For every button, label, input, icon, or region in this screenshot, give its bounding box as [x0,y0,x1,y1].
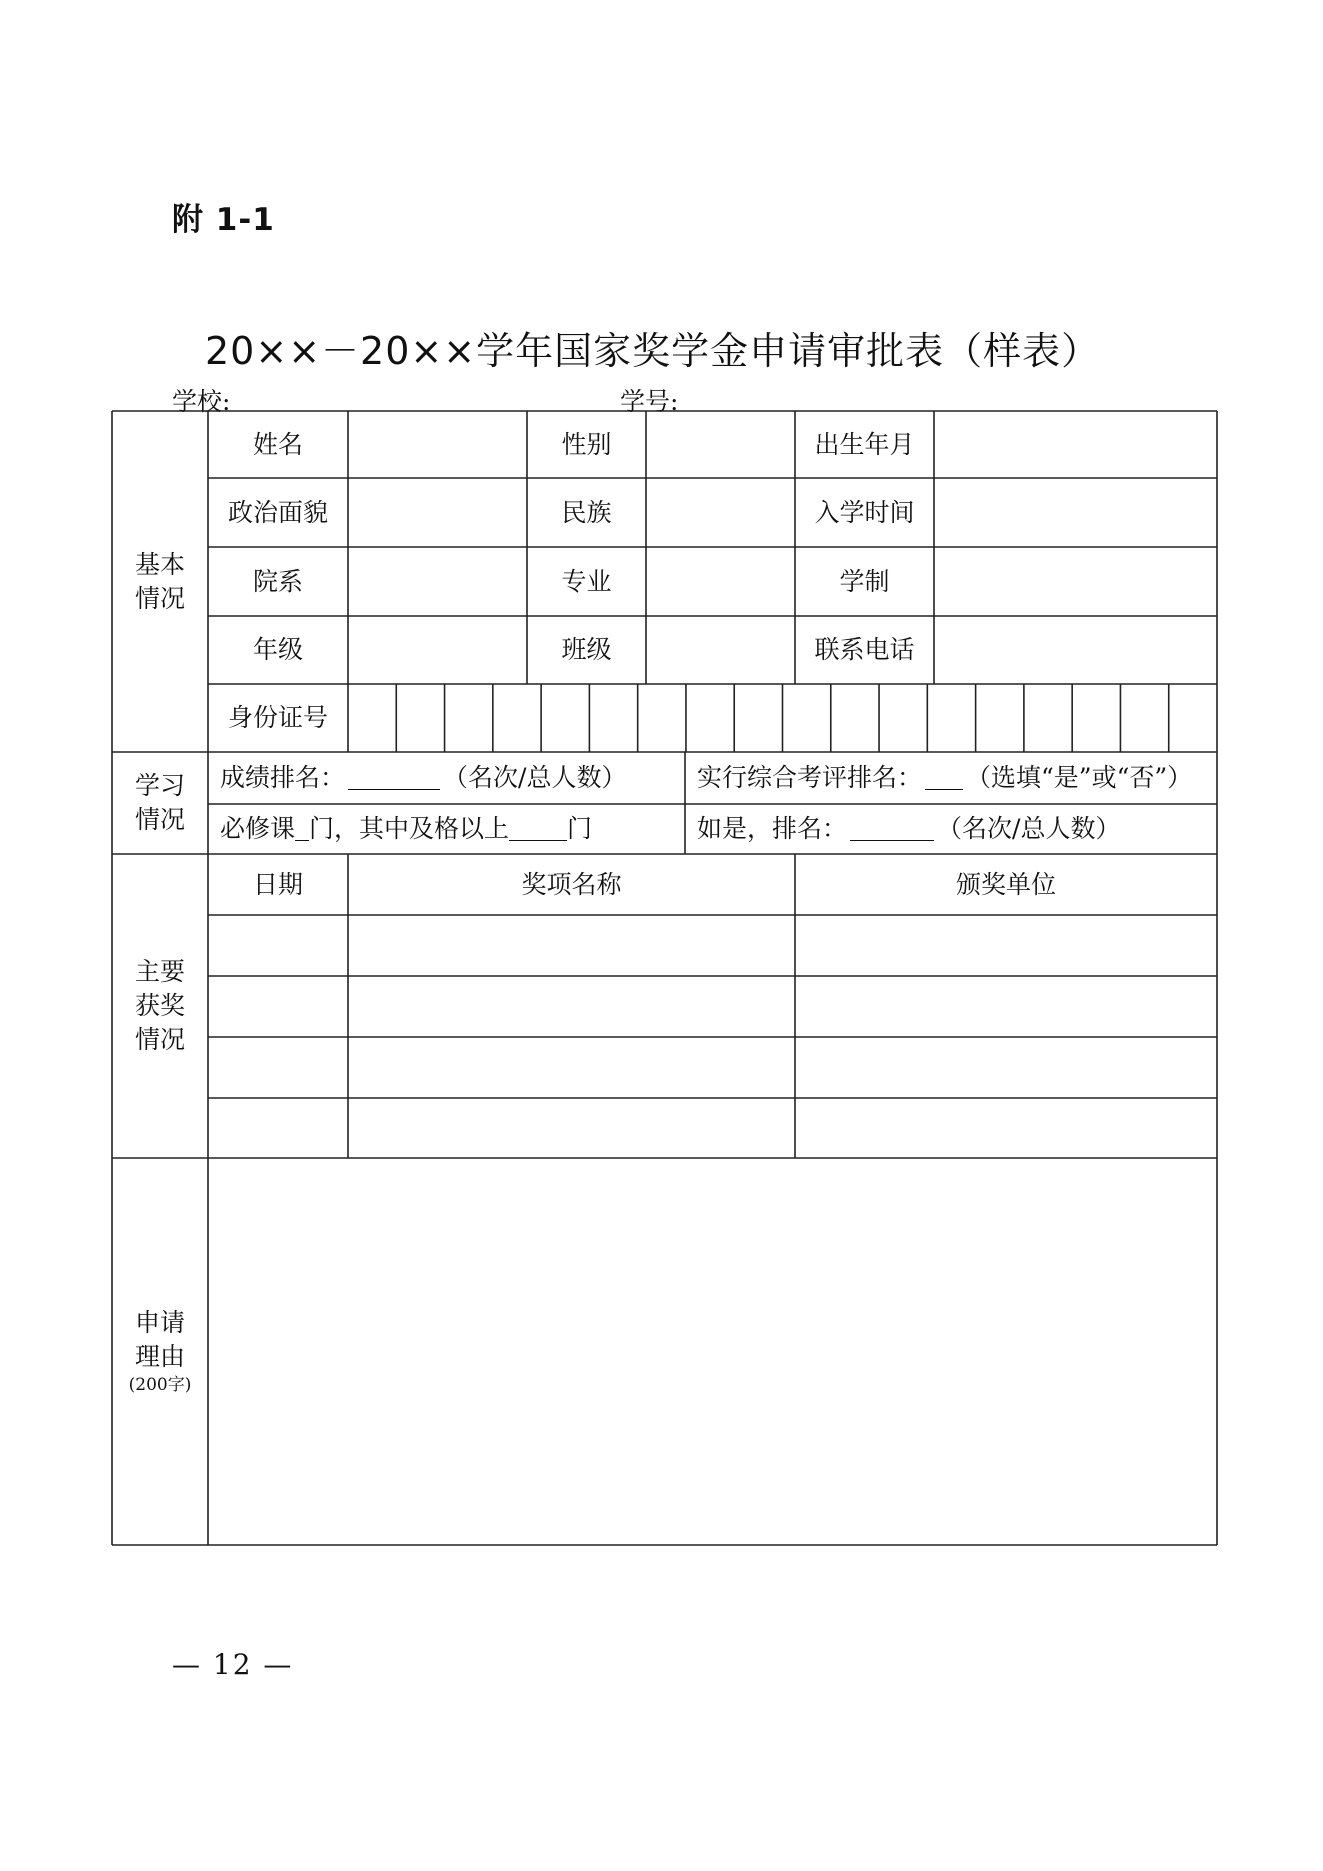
page-number: — 12 — [172,1648,294,1681]
comprehensive-rank-label: 实行综合考评排名： [697,763,923,793]
award-name-cell[interactable] [348,1037,795,1097]
gender-label: 性别 [561,429,612,459]
section-awards-line1: 主要 [134,957,185,987]
duration-field[interactable] [934,547,1217,616]
section-basic-line2: 情况 [134,583,185,613]
required-courses-suffix: 门 [567,814,593,844]
id-digit-box[interactable] [831,684,879,752]
award-date-cell[interactable] [208,1037,348,1097]
required-courses-middle: 门，其中及格以上 [309,814,510,844]
score-rank-label: 成绩排名： [220,763,346,793]
award-issuer-cell[interactable] [795,976,1217,1036]
id-digit-box[interactable] [541,684,589,752]
required-courses-row [208,804,685,854]
section-awards-line3: 情况 [134,1024,185,1054]
phone-label: 联系电话 [814,635,915,665]
id-digit-box[interactable] [1120,684,1168,752]
form-title: 20××－20××学年国家奖学金申请审批表（样表） [205,329,1101,373]
id-digit-box[interactable] [396,684,444,752]
phone-field[interactable] [934,616,1217,684]
score-rank-row [208,752,685,804]
if-yes-rank-label: 如是，排名： [697,814,848,844]
attachment-label: 附 1-1 [172,202,275,238]
gender-field[interactable] [646,411,795,478]
award-date-header: 日期 [252,869,303,899]
id-digit-box[interactable] [976,684,1024,752]
student-number-label: 学号: [620,387,679,416]
comprehensive-rank-blank[interactable] [925,767,963,790]
award-name-cell[interactable] [348,915,795,975]
section-study-line2: 情况 [134,805,185,834]
if-yes-rank-hint: （名次/总人数） [937,814,1121,844]
enroll-time-label: 入学时间 [814,497,915,527]
id-digit-box[interactable] [493,684,541,752]
section-awards [112,854,208,1158]
id-digit-box[interactable] [445,684,493,752]
major-label: 专业 [561,566,612,596]
award-date-cell[interactable] [208,1098,348,1158]
name-label: 姓名 [252,429,303,459]
if-yes-rank-row [685,804,1217,854]
award-name-cell[interactable] [348,1098,795,1158]
duration-label: 学制 [839,566,890,596]
passed-courses-blank[interactable] [509,818,567,841]
award-name-cell[interactable] [348,976,795,1036]
ethnicity-label: 民族 [561,497,612,527]
grade-label: 年级 [252,635,303,665]
name-field[interactable] [348,411,527,478]
class-field[interactable] [646,616,795,684]
comprehensive-rank-row [685,752,1217,804]
section-reason [112,1158,208,1545]
id-digit-box[interactable] [348,684,396,752]
major-field[interactable] [646,547,795,616]
enroll-time-field[interactable] [934,478,1217,547]
id-digit-box[interactable] [927,684,975,752]
grade-field[interactable] [348,616,527,684]
reason-field[interactable] [208,1158,1217,1545]
id-digit-box[interactable] [783,684,831,752]
section-basic-line1: 基本 [134,549,185,579]
birth-field[interactable] [934,411,1217,478]
section-basic-info [112,411,208,752]
award-date-cell[interactable] [208,915,348,975]
award-issuer-cell[interactable] [795,915,1217,975]
required-courses-prefix: 必修课 [220,814,296,844]
id-digit-box[interactable] [686,684,734,752]
political-field[interactable] [348,478,527,547]
section-reason-line2: 理由 [134,1342,185,1372]
political-label: 政治面貌 [227,497,328,527]
award-issuer-header: 颁奖单位 [955,869,1056,899]
award-name-header: 奖项名称 [521,869,622,899]
class-label: 班级 [561,635,612,665]
id-digit-box[interactable] [638,684,686,752]
award-issuer-cell[interactable] [795,1098,1217,1158]
award-issuer-cell[interactable] [795,1037,1217,1097]
section-study-line1: 学习 [134,771,185,801]
ethnicity-field[interactable] [646,478,795,547]
section-reason-note: (200字) [128,1374,192,1395]
comprehensive-rank-hint: （选填“是”或“否”） [966,763,1193,793]
birth-label: 出生年月 [814,429,915,459]
score-rank-blank[interactable] [348,767,440,790]
school-label: 学校: [172,387,231,416]
score-rank-hint: （名次/总人数） [443,763,627,793]
if-yes-rank-blank[interactable] [850,818,934,841]
section-reason-line1: 申请 [134,1308,185,1338]
section-awards-line2: 获奖 [134,991,185,1021]
section-study [112,752,208,854]
award-date-cell[interactable] [208,976,348,1036]
id-digit-box[interactable] [1169,684,1217,752]
id-digit-box[interactable] [734,684,782,752]
department-label: 院系 [252,566,303,596]
required-courses-blank[interactable] [295,818,309,841]
id-digit-box[interactable] [1024,684,1072,752]
department-field[interactable] [348,547,527,616]
id-number-label: 身份证号 [227,703,328,733]
id-digit-box[interactable] [879,684,927,752]
id-digit-box[interactable] [1072,684,1120,752]
id-digit-box[interactable] [589,684,637,752]
